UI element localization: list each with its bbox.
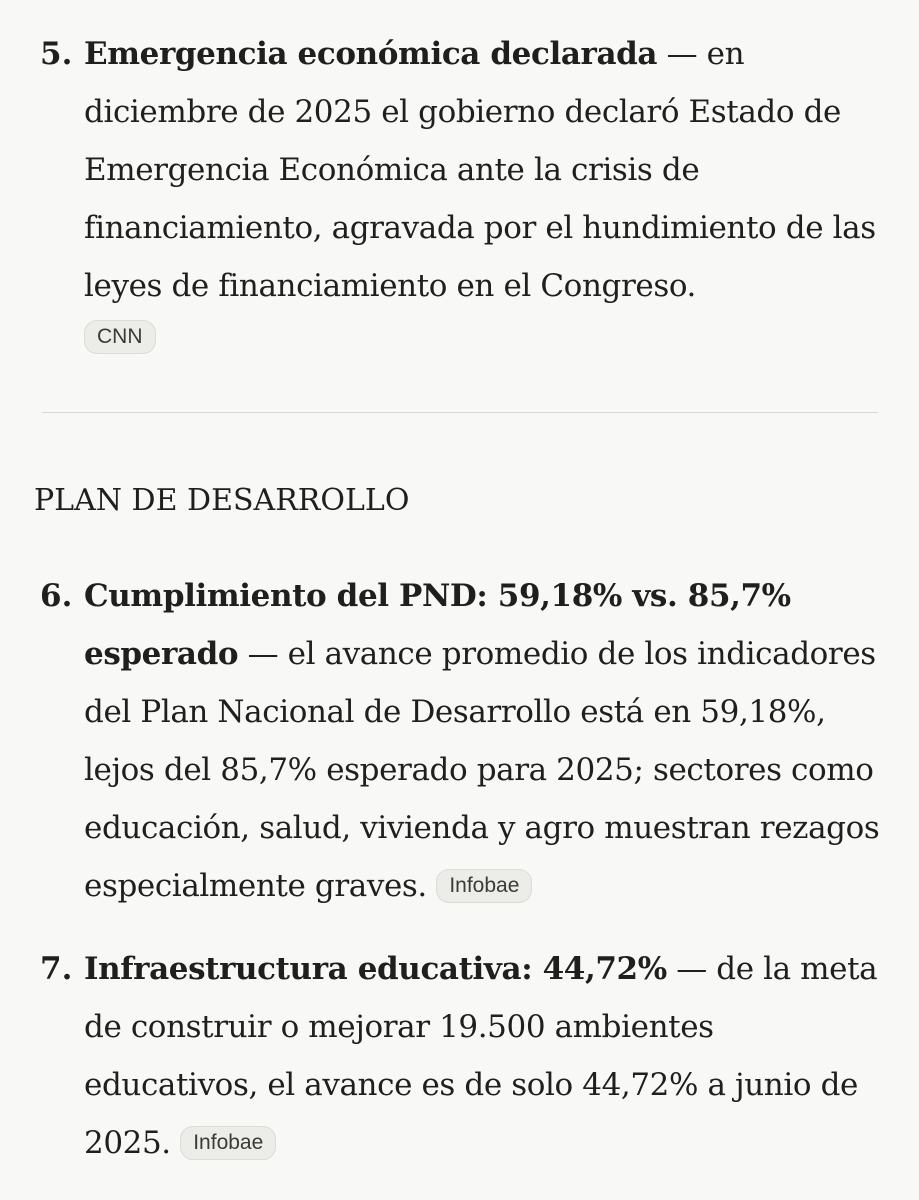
item-text: — de la meta de construir o mejorar 19.500 ambientes educativos, el avance es de solo 44,72% a junio de 2025. [84,951,878,1161]
item-body [84,567,894,915]
item-headline: Infraestructura educativa: 44,72% [84,951,667,987]
source-badge[interactable]: Infobae [436,869,532,903]
item-headline: Cumplimiento del PND: 59,18% vs. 85,7% esperado [84,578,791,672]
source-badge[interactable]: CNN [84,320,156,354]
item-number: 7. [40,951,73,987]
section-divider [42,412,878,413]
source-badge[interactable]: Infobae [180,1126,276,1160]
item-body [84,25,894,357]
item-number: 5. [40,36,73,72]
item-number: 6. [40,578,73,614]
section-title: PLAN DE DESARROLLO [34,483,410,518]
item-text: — en diciembre de 2025 el gobierno declaró Estado de Emergencia Económica ante la crisis de financiamiento, agravada por el hundimiento de las leyes de financiamiento en el Congreso. [84,36,876,304]
item-text: — el avance promedio de los indicadores del Plan Nacional de Desarrollo está en 59,18%, lejos del 85,7% esperado para 2025; sectores como educación, salud, vivienda y agro muestran rezagos especialmente graves. [84,636,880,904]
item-headline: Emergencia económica declarada [84,36,658,72]
item-body [84,940,894,1172]
